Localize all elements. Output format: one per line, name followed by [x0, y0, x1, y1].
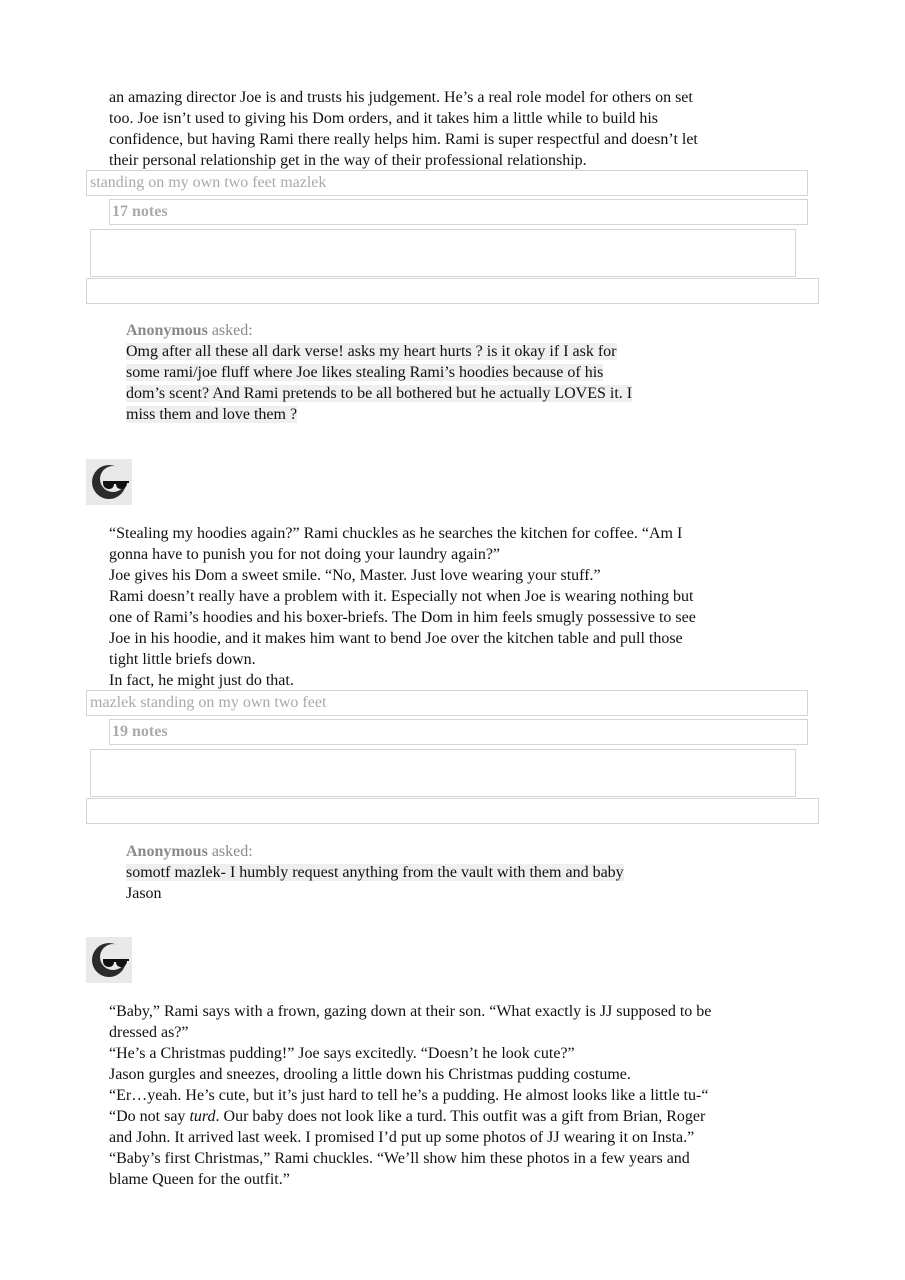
body-line: too. Joe isn’t used to giving his Dom orders, and it takes him a little while to build his: [109, 110, 658, 127]
body-line: “He’s a Christmas pudding!” Joe says excitedly. “Doesn’t he look cute?”: [109, 1045, 575, 1062]
body-line: “Stealing my hoodies again?” Rami chuckles as he searches the kitchen for coffee. “Am I: [109, 525, 683, 542]
body-line: tight little briefs down.: [109, 651, 256, 668]
sunglasses-face-icon[interactable]: [86, 459, 132, 505]
question: [126, 341, 726, 425]
post-2-ask: [126, 320, 726, 425]
body-line: In fact, he might just do that.: [109, 672, 294, 689]
post-2-body: [109, 523, 799, 691]
body-line: an amazing director Joe is and trusts his judgement. He’s a real role model for others on set: [109, 89, 693, 106]
asker-name[interactable]: Anonymous: [126, 843, 208, 860]
body-line: “Do not say turd. Our baby does not look like a turd. This outfit was a gift from Brian, Roger: [109, 1108, 706, 1125]
body-line: their personal relationship get in the way of their professional relationship.: [109, 152, 587, 169]
question-line: somotf mazlek- I humbly request anything from the vault with them and baby: [126, 864, 624, 881]
avatar-glyph: [89, 940, 129, 980]
emphasis: turd: [189, 1108, 216, 1125]
body-line: gonna have to punish you for not doing your laundry again?”: [109, 546, 501, 563]
question-line: Omg after all these all dark verse! asks my heart hurts ? is it okay if I ask for: [126, 343, 617, 360]
post-1-body: [109, 87, 799, 171]
asker-name[interactable]: Anonymous: [126, 322, 208, 339]
post-1-notes-count[interactable]: 17 notes: [109, 199, 808, 225]
body-line: one of Rami’s hoodies and his boxer-briefs. The Dom in him feels smugly possessive to see: [109, 609, 696, 626]
body-line: Joe in his hoodie, and it makes him want to bend Joe over the kitchen table and pull those: [109, 630, 683, 647]
body-line: Rami doesn’t really have a problem with it. Especially not when Joe is wearing nothing but: [109, 588, 694, 605]
question: [126, 862, 726, 904]
body-line: Jason gurgles and sneezes, drooling a little down his Christmas pudding costume.: [109, 1066, 631, 1083]
asked-label: asked:: [207, 843, 253, 860]
asked-label: asked:: [207, 322, 253, 339]
body-line: Joe gives his Dom a sweet smile. “No, Master. Just love wearing your stuff.”: [109, 567, 601, 584]
body-line: “Baby’s first Christmas,” Rami chuckles. “We’ll show him these photos in a few years and: [109, 1150, 690, 1167]
question-line: dom’s scent? And Rami pretends to be all bothered but he actually LOVES it. I: [126, 385, 633, 402]
question-line: Jason: [126, 885, 162, 902]
post-2-notes-count[interactable]: 19 notes: [109, 719, 808, 745]
post-2-empty-box: [90, 749, 796, 797]
body-line: “Er…yeah. He’s cute, but it’s just hard to tell he’s a pudding. He almost looks like a little tu-“: [109, 1087, 709, 1104]
question-line: some rami/joe fluff where Joe likes stealing Rami’s hoodies because of his: [126, 364, 604, 381]
sunglasses-face-icon[interactable]: [86, 937, 132, 983]
post-3-body: [109, 1001, 799, 1190]
post-3-ask: [126, 841, 726, 904]
post-1-tags[interactable]: standing on my own two feet mazlek: [86, 170, 808, 196]
body-line: dressed as?”: [109, 1024, 189, 1041]
post-2-footer-box: [86, 798, 819, 824]
question-line: miss them and love them ?: [126, 406, 298, 423]
body-line: blame Queen for the outfit.”: [109, 1171, 290, 1188]
body-line: and John. It arrived last week. I promised I’d put up some photos of JJ wearing it on Insta.”: [109, 1129, 695, 1146]
asker-line: [126, 320, 726, 341]
asker-line: [126, 841, 726, 862]
post-2-tags[interactable]: mazlek standing on my own two feet: [86, 690, 808, 716]
body-line: “Baby,” Rami says with a frown, gazing down at their son. “What exactly is JJ supposed to be: [109, 1003, 712, 1020]
avatar-glyph: [89, 462, 129, 502]
post-1-empty-box: [90, 229, 796, 277]
body-line: confidence, but having Rami there really helps him. Rami is super respectful and doesn’t let: [109, 131, 698, 148]
post-1-footer-box: [86, 278, 819, 304]
